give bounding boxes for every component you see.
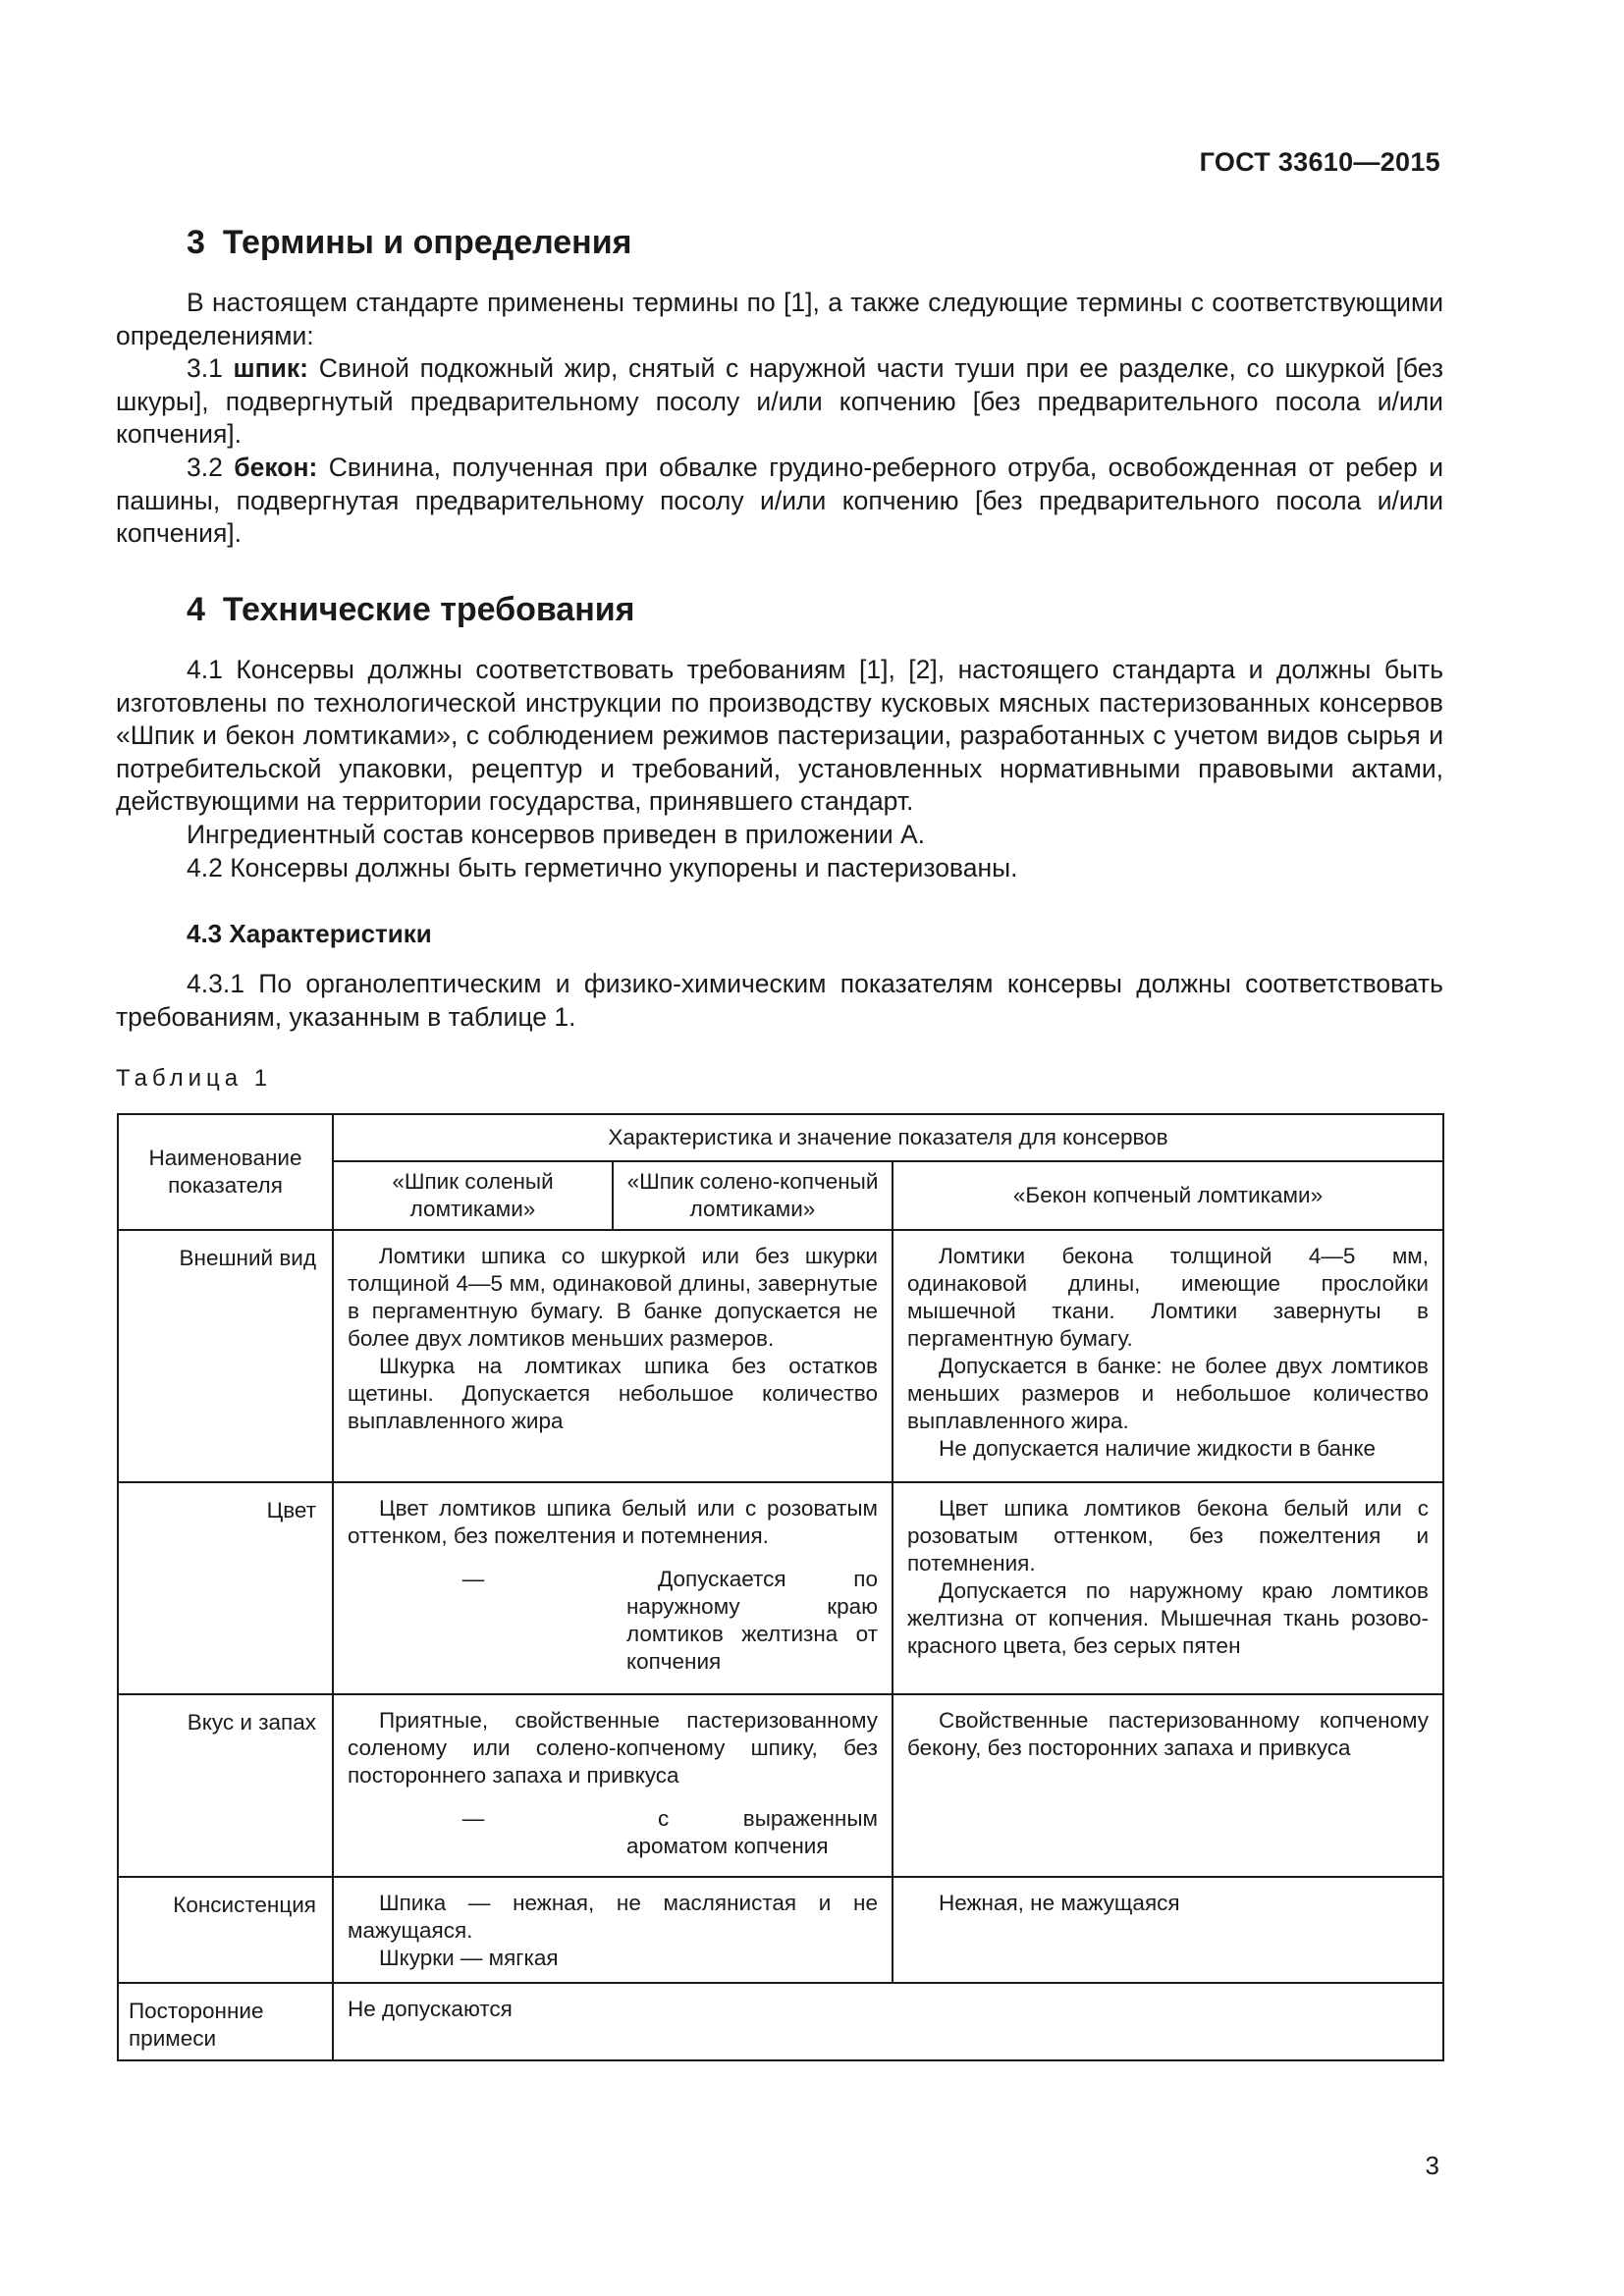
term-bekon-definition: Свинина, полученная при обвалке грудино-реберного отруба, освобожденная от ребер и пашины, подвергнутая предварительному посолу и/или копчению [без предварительного посола и/или копчения]. xyxy=(116,453,1443,548)
shpik-taste: Приятные, свойственные пастеризованному соленому или солено-копченому шпику, без постороннего запаха и привкуса — с выраженным ароматом копчения xyxy=(333,1694,893,1877)
row-label: Вкус и запах xyxy=(118,1694,333,1877)
header-col-salted: «Шпик соленый ломтиками» xyxy=(333,1161,613,1230)
section-4-heading xyxy=(187,591,634,629)
col1-color-extra: — xyxy=(461,1567,485,1591)
section-4-title: Технические требования xyxy=(222,591,635,628)
subsection-4-3-heading: 4.3 Характеристики xyxy=(187,919,432,948)
header-group: Характеристика и значение показателя для консервов xyxy=(333,1114,1443,1161)
row-label: Цвет xyxy=(118,1482,333,1694)
bekon-color: Цвет шпика ломтиков бекона белый или с розоватым оттенком, без пожелтения и потемнения. Допускается по наружному краю ломтиков желтизна от копчения. Мышечная ткань розово-красного цвета, без серых пятен xyxy=(893,1482,1443,1694)
table-row xyxy=(118,1230,1443,1482)
impurities-all: Не допускаются xyxy=(333,1983,1443,2060)
term-bekon xyxy=(116,452,1443,551)
term-shpik xyxy=(116,352,1443,452)
paragraph-4-2: 4.2 Консервы должны быть герметично укупорены и пастеризованы. xyxy=(187,853,1018,882)
paragraph-4-3-1: 4.3.1 По органолептическим и физико-химическим показателям консервы должны соответствовать требованиям, указанным в таблице 1. xyxy=(116,969,1443,1032)
shpik-appearance: Ломтики шпика со шкуркой или без шкурки толщиной 4—5 мм, одинаковой длины, завернутые в пергаментную бумагу. В банке допускается не более двух ломтиков меньших размеров. Шкурка на ломтиках шпика без остатков щетины. Допускается небольшое количество выплавленного жира xyxy=(333,1230,893,1482)
term-shpik-definition: Свиной подкожный жир, снятый с наружной части туши при ее разделке, со шкуркой [без шкуры], подвергнутый предварительному посолу и/или копчению [без предварительного посола и/или копчения]. xyxy=(116,353,1443,449)
row-label: Консистенция xyxy=(118,1877,333,1983)
table-row xyxy=(118,1983,1443,2060)
section-3-heading xyxy=(187,224,631,262)
shpik-consistency: Шпика — нежная, не маслянистая и не мажущаяся. Шкурки — мягкая xyxy=(333,1877,893,1983)
section-3-number: 3 xyxy=(187,224,205,261)
bekon-taste: Свойственные пастеризованному копченому бекону, без посторонних запаха и привкуса xyxy=(893,1694,1443,1877)
paragraph-4-1-ingredients: Ингредиентный состав консервов приведен в приложении А. xyxy=(187,820,926,849)
document-id: ГОСТ 33610—2015 xyxy=(1199,147,1440,177)
paragraph-4-1: 4.1 Консервы должны соответствовать требованиям [1], [2], настоящего стандарта и должны быть изготовлены по технологической инструкции по производству кусковых мясных пастеризованных консервов «Шпик и бекон ломтиками», с соблюдением режимов пастеризации, разработанных с учетом видов сырья и потребительской упаковки, рецептур и требований, установленных нормативными правовыми актами, действующими на территории государства, принявшего стандарт. xyxy=(116,655,1443,816)
row-label: Внешний вид xyxy=(118,1230,333,1482)
term-bekon-number: 3.2 xyxy=(187,453,223,482)
term-bekon-name: бекон: xyxy=(234,453,318,482)
page-number: 3 xyxy=(1425,2151,1439,2180)
term-shpik-number: 3.1 xyxy=(187,353,223,383)
section-3-intro: В настоящем стандарте применены термины по [1], а также следующие термины с соответствующими определениями: xyxy=(116,288,1443,350)
section-4-number: 4 xyxy=(187,591,205,628)
table-row xyxy=(118,1877,1443,1983)
bekon-consistency: Нежная, не мажущаяся xyxy=(893,1877,1443,1983)
col1-taste-extra: — xyxy=(461,1806,485,1831)
table-row xyxy=(118,1482,1443,1694)
header-col-salted-smoked: «Шпик солено-копченый ломтиками» xyxy=(613,1161,893,1230)
shpik-color: Цвет ломтиков шпика белый или с розоватым оттенком, без пожелтения и потемнения. — Допускается по наружному краю ломтиков желтизна от копчения xyxy=(333,1482,893,1694)
bekon-appearance: Ломтики бекона толщиной 4—5 мм, одинаковой длины, имеющие прослойки мышечной ткани. Ломтики завернуты в пергаментную бумагу. Допускается в банке: не более двух ломтиков меньших размеров и небольшое количество выплавленного жира. Не допускается наличие жидкости в банке xyxy=(893,1230,1443,1482)
col2-taste-extra: с выраженным ароматом копчения xyxy=(626,1806,878,1858)
row-label: Посторонние примеси xyxy=(118,1983,333,2060)
header-indicator-name: Наименование показателя xyxy=(118,1114,333,1230)
header-col-bacon: «Бекон копченый ломтиками» xyxy=(893,1161,1443,1230)
table-1 xyxy=(117,1113,1444,2061)
term-shpik-name: шпик: xyxy=(233,353,309,383)
section-3-title: Термины и определения xyxy=(222,224,632,261)
table-row xyxy=(118,1694,1443,1877)
col2-color-extra: Допускается по наружному краю ломтиков желтизна от копчения xyxy=(626,1567,878,1674)
table-caption: Таблица 1 xyxy=(116,1065,273,1092)
